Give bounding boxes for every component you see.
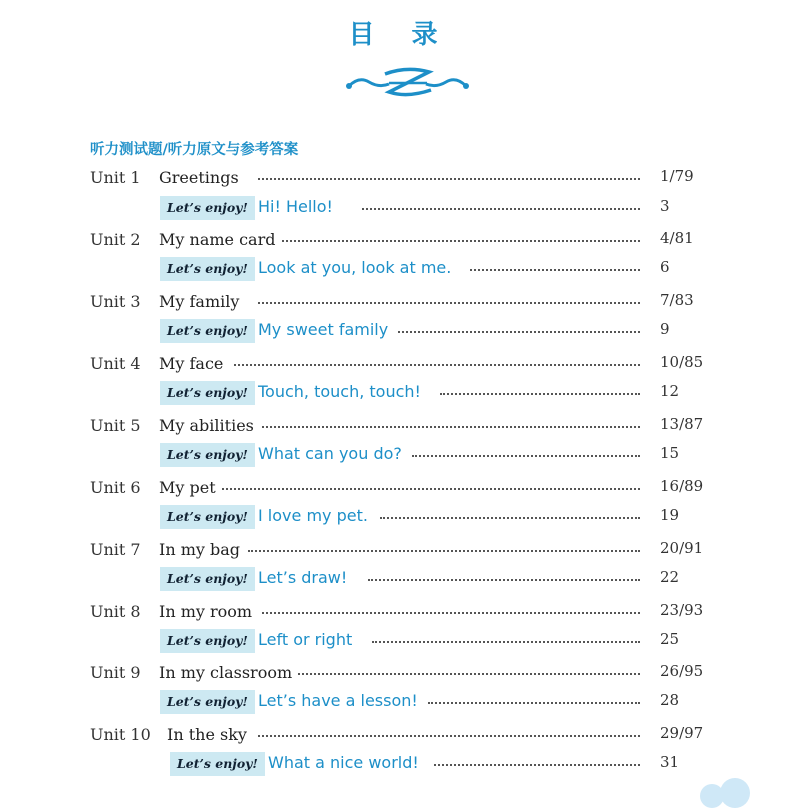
page-number: 22: [660, 568, 680, 586]
unit-title: My pet: [159, 478, 216, 497]
page-number: 20/91: [660, 539, 704, 557]
unit-title: In my classroom: [159, 663, 293, 682]
page-number: 26/95: [660, 662, 704, 680]
toc-song-row[interactable]: [0, 690, 800, 716]
lets-enjoy-tag: Let’s enjoy!: [160, 690, 255, 714]
unit-title: My name card: [159, 230, 276, 249]
dotted-leader: [440, 393, 640, 395]
unit-label: Unit 7: [90, 540, 141, 559]
lets-enjoy-tag: Let’s enjoy!: [160, 381, 255, 405]
page-number: 6: [660, 258, 670, 276]
song-title: What can you do?: [258, 444, 402, 463]
unit-label: Unit 3: [90, 292, 141, 311]
song-title: What a nice world!: [268, 753, 419, 772]
page-number: 1/79: [660, 167, 694, 185]
song-title: Let’s draw!: [258, 568, 348, 587]
unit-label: Unit 6: [90, 478, 141, 497]
lets-enjoy-tag: Let’s enjoy!: [160, 257, 255, 281]
page-title: 目 录: [348, 20, 452, 50]
toc-song-row[interactable]: [0, 567, 800, 593]
toc-unit-row[interactable]: [0, 538, 800, 564]
unit-title: My family: [159, 292, 240, 311]
unit-title: In my bag: [159, 540, 241, 559]
dotted-leader: [298, 673, 640, 675]
page-number: 28: [660, 691, 680, 709]
unit-title: In my room: [159, 602, 253, 621]
lets-enjoy-tag: Let’s enjoy!: [160, 196, 255, 220]
toc-unit-row[interactable]: [0, 600, 800, 626]
page-number: 19: [660, 506, 680, 524]
dotted-leader: [248, 550, 640, 552]
lets-enjoy-tag: Let’s enjoy!: [170, 752, 265, 776]
unit-label: Unit 5: [90, 416, 141, 435]
decorative-bubble: [720, 778, 750, 808]
song-title: Hi! Hello!: [258, 197, 333, 216]
unit-title: In the sky: [167, 725, 247, 744]
dotted-leader: [368, 579, 640, 581]
unit-label: Unit 1: [90, 168, 141, 187]
toc-song-row[interactable]: [0, 196, 800, 222]
dotted-leader: [222, 488, 640, 490]
page-number: 31: [660, 753, 680, 771]
song-title: Look at you, look at me.: [258, 258, 452, 277]
lets-enjoy-tag: Let’s enjoy!: [160, 319, 255, 343]
page-number: 29/97: [660, 724, 704, 742]
toc-unit-row[interactable]: [0, 352, 800, 378]
dotted-leader: [372, 641, 640, 643]
toc-song-row[interactable]: [0, 257, 800, 283]
unit-label: Unit 2: [90, 230, 141, 249]
flourish-ornament-icon: [345, 62, 470, 104]
page-number: 12: [660, 382, 680, 400]
toc-unit-row[interactable]: [0, 476, 800, 502]
unit-label: Unit 8: [90, 602, 141, 621]
page-number: 15: [660, 444, 680, 462]
toc-song-row[interactable]: [0, 319, 800, 345]
dotted-leader: [258, 735, 640, 737]
dotted-leader: [262, 612, 640, 614]
dotted-leader: [234, 364, 640, 366]
toc-song-row[interactable]: [0, 752, 800, 778]
dotted-leader: [362, 208, 640, 210]
dotted-leader: [398, 331, 640, 333]
toc-unit-row[interactable]: [0, 166, 800, 192]
unit-title: My face: [159, 354, 224, 373]
dotted-leader: [258, 178, 640, 180]
unit-label: Unit 4: [90, 354, 141, 373]
song-title: I love my pet.: [258, 506, 368, 525]
lets-enjoy-tag: Let’s enjoy!: [160, 443, 255, 467]
page-number: 4/81: [660, 229, 694, 247]
unit-label: Unit 10: [90, 725, 151, 744]
lets-enjoy-tag: Let’s enjoy!: [160, 629, 255, 653]
page-number: 9: [660, 320, 670, 338]
song-title: Touch, touch, touch!: [258, 382, 421, 401]
dotted-leader: [412, 455, 640, 457]
dotted-leader: [380, 517, 640, 519]
unit-title: Greetings: [159, 168, 239, 187]
toc-song-row[interactable]: [0, 381, 800, 407]
section-heading: 听力测试题/听力原文与参考答案: [90, 142, 299, 158]
lets-enjoy-tag: Let’s enjoy!: [160, 567, 255, 591]
toc-unit-row[interactable]: [0, 414, 800, 440]
page-number: 25: [660, 630, 680, 648]
dotted-leader: [282, 240, 640, 242]
page-number: 13/87: [660, 415, 704, 433]
toc-song-row[interactable]: [0, 505, 800, 531]
song-title: Let’s have a lesson!: [258, 691, 418, 710]
page-number: 3: [660, 197, 670, 215]
page-number: 7/83: [660, 291, 694, 309]
dotted-leader: [262, 426, 640, 428]
page-number: 16/89: [660, 477, 704, 495]
toc-song-row[interactable]: [0, 629, 800, 655]
dotted-leader: [258, 302, 640, 304]
dotted-leader: [434, 764, 640, 766]
song-title: Left or right: [258, 630, 353, 649]
page-number: 23/93: [660, 601, 704, 619]
lets-enjoy-tag: Let’s enjoy!: [160, 505, 255, 529]
unit-title: My abilities: [159, 416, 254, 435]
song-title: My sweet family: [258, 320, 389, 339]
page-number: 10/85: [660, 353, 704, 371]
toc-unit-row[interactable]: [0, 290, 800, 316]
toc-unit-row[interactable]: [0, 661, 800, 687]
toc-unit-row[interactable]: [0, 723, 800, 749]
toc-unit-row[interactable]: [0, 228, 800, 254]
dotted-leader: [470, 269, 640, 271]
dotted-leader: [428, 702, 640, 704]
unit-label: Unit 9: [90, 663, 141, 682]
toc-song-row[interactable]: [0, 443, 800, 469]
